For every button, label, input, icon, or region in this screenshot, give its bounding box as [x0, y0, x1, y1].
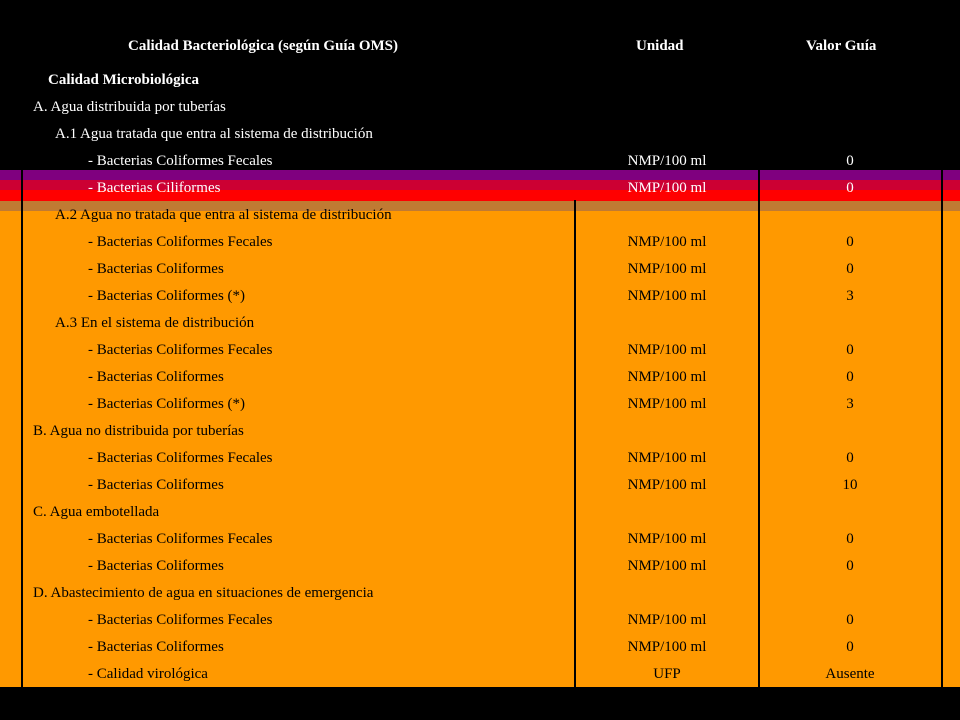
row-label: A. Agua distribuida por tuberías: [33, 99, 226, 115]
table-row: [0, 175, 960, 202]
table-row: [0, 445, 960, 472]
table-row: [0, 283, 960, 310]
table-row: [0, 472, 960, 499]
row-label: - Bacterias Coliformes: [88, 558, 224, 574]
row-unit: NMP/100 ml: [627, 450, 707, 466]
column-header-value: Valor Guía: [806, 38, 877, 54]
row-unit: NMP/100 ml: [627, 396, 707, 412]
row-value: 0: [846, 369, 854, 385]
row-label: A.2 Agua no tratada que entra al sistema de distribución: [55, 207, 392, 223]
table-row: [0, 391, 960, 418]
row-label: - Calidad virológica: [88, 666, 208, 682]
table-row: [0, 148, 960, 175]
row-value: 0: [846, 450, 854, 466]
row-label: - Bacterias Coliformes: [88, 369, 224, 385]
row-label: A.3 En el sistema de distribución: [55, 315, 255, 331]
table-row: [0, 229, 960, 256]
row-label: - Bacterias Coliformes: [88, 477, 224, 493]
table-row: [0, 121, 960, 148]
row-value: 0: [846, 531, 854, 547]
row-value: 0: [846, 261, 854, 277]
row-unit: NMP/100 ml: [627, 261, 707, 277]
table-row: [0, 202, 960, 229]
table-row: [0, 67, 960, 94]
row-value: 0: [846, 558, 854, 574]
row-unit: NMP/100 ml: [627, 639, 707, 655]
row-unit: NMP/100 ml: [627, 558, 707, 574]
row-label: - Bacterias Coliformes (*): [88, 396, 246, 412]
row-value: 0: [846, 180, 854, 196]
table-row: [0, 94, 960, 121]
row-value: 0: [846, 342, 854, 358]
row-value: 0: [846, 612, 854, 628]
row-label: - Bacterias Ciliformes: [88, 180, 221, 196]
table-row: [0, 310, 960, 337]
table-row: [0, 526, 960, 553]
row-label: A.1 Agua tratada que entra al sistema de distribución: [55, 126, 373, 142]
row-value: 10: [842, 477, 858, 493]
row-unit: UFP: [653, 666, 681, 682]
row-unit: NMP/100 ml: [627, 477, 707, 493]
row-label: - Bacterias Coliformes Fecales: [88, 531, 273, 547]
row-value: 3: [846, 288, 854, 304]
table-row: [0, 418, 960, 445]
column-header-unit: Unidad: [636, 38, 684, 54]
row-label: C. Agua embotellada: [33, 504, 160, 520]
row-unit: NMP/100 ml: [627, 612, 707, 628]
row-unit: NMP/100 ml: [627, 531, 707, 547]
row-label: D. Abastecimiento de agua en situaciones de emergencia: [33, 585, 374, 601]
row-value: 0: [846, 234, 854, 250]
table-row: [0, 607, 960, 634]
row-label: Calidad Microbiológica: [48, 72, 199, 88]
row-label: - Bacterias Coliformes (*): [88, 288, 246, 304]
row-value: Ausente: [825, 666, 875, 682]
row-label: - Bacterias Coliformes: [88, 639, 224, 655]
row-unit: NMP/100 ml: [627, 342, 707, 358]
table-row: [0, 634, 960, 661]
row-unit: NMP/100 ml: [627, 153, 707, 169]
row-label: - Bacterias Coliformes Fecales: [88, 342, 273, 358]
row-unit: NMP/100 ml: [627, 180, 707, 196]
row-unit: NMP/100 ml: [627, 234, 707, 250]
table-row: [0, 661, 960, 688]
table-row: [0, 499, 960, 526]
row-value: 0: [846, 153, 854, 169]
table-row: [0, 364, 960, 391]
column-header-parameter: Calidad Bacteriológica (según Guía OMS): [128, 38, 398, 54]
table-row: [0, 553, 960, 580]
row-label: - Bacterias Coliformes Fecales: [88, 234, 273, 250]
row-value: 3: [846, 396, 854, 412]
row-unit: NMP/100 ml: [627, 288, 707, 304]
row-label: - Bacterias Coliformes Fecales: [88, 612, 273, 628]
row-label: - Bacterias Coliformes Fecales: [88, 153, 273, 169]
row-value: 0: [846, 639, 854, 655]
table-row: [0, 580, 960, 607]
row-label: B. Agua no distribuida por tuberías: [33, 423, 244, 439]
row-label: - Bacterias Coliformes: [88, 261, 224, 277]
table-row: [0, 337, 960, 364]
row-label: - Bacterias Coliformes Fecales: [88, 450, 273, 466]
row-unit: NMP/100 ml: [627, 369, 707, 385]
table-row: [0, 256, 960, 283]
